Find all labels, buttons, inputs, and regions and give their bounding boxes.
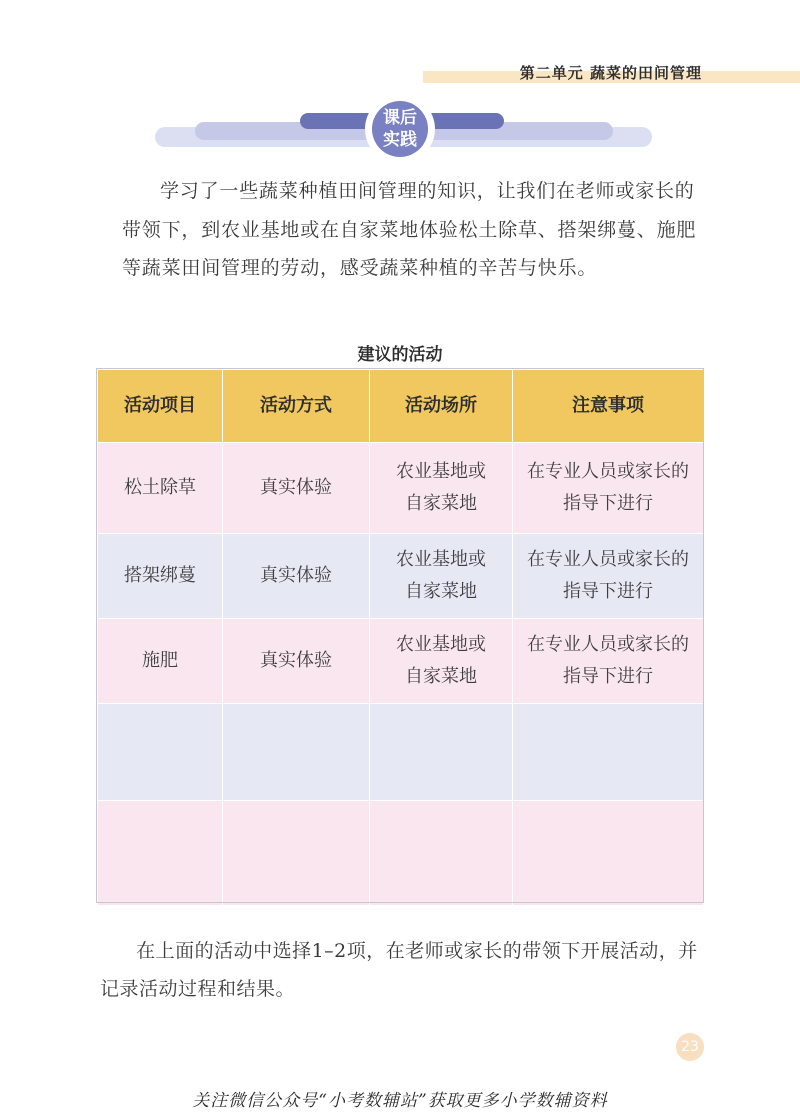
cell-place — [370, 619, 513, 704]
cell-notes-line1: 在专业人员或家长的 — [527, 549, 689, 570]
cell-place-line2: 自家菜地 — [405, 493, 477, 514]
page-number: 23 — [676, 1033, 704, 1061]
cell-place-line2: 自家菜地 — [405, 666, 477, 687]
cell-method — [223, 704, 370, 801]
table-row-empty — [98, 801, 704, 906]
cell-notes-line2: 指导下进行 — [563, 581, 653, 602]
cell-place — [370, 704, 513, 801]
cell-place — [370, 801, 513, 906]
cell-notes — [513, 704, 704, 801]
cell-activity: 搭架绑蔓 — [98, 534, 223, 619]
unit-title: 第二单元 蔬菜的田间管理 — [519, 64, 702, 82]
cell-activity: 施肥 — [98, 619, 223, 704]
table-row — [98, 443, 704, 534]
section-badge — [367, 96, 433, 162]
table-caption: 建议的活动 — [357, 345, 443, 365]
header-place: 活动场所 — [370, 370, 513, 443]
activities-table — [97, 369, 704, 906]
table-header-row — [98, 370, 704, 443]
header-method: 活动方式 — [223, 370, 370, 443]
table-row — [98, 534, 704, 619]
cell-notes-line2: 指导下进行 — [563, 666, 653, 687]
cell-method — [223, 801, 370, 906]
cell-place — [370, 443, 513, 534]
cell-activity: 松土除草 — [98, 443, 223, 534]
cell-place-line1: 农业基地或 — [396, 549, 486, 570]
badge-line-2: 实践 — [383, 130, 417, 150]
intro-paragraph: 学习了一些蔬菜种植田间管理的知识，让我们在老师或家长的带领下，到农业基地或在自家菜地体验松土除草、搭架绑蔓、施肥等蔬菜田间管理的劳动，感受蔬菜种植的辛苦与快乐。 — [122, 180, 697, 279]
cell-notes — [513, 801, 704, 906]
badge-line-1: 课后 — [383, 108, 417, 128]
cell-place-line2: 自家菜地 — [405, 581, 477, 602]
cell-method: 真实体验 — [223, 443, 370, 534]
cell-method: 真实体验 — [223, 619, 370, 704]
cell-notes-line1: 在专业人员或家长的 — [527, 634, 689, 655]
header-activity: 活动项目 — [98, 370, 223, 443]
cell-place-line1: 农业基地或 — [396, 461, 486, 482]
cell-activity — [98, 704, 223, 801]
cell-notes — [513, 619, 704, 704]
outro-paragraph: 在上面的活动中选择1–2项，在老师或家长的带领下开展活动，并记录活动过程和结果。 — [100, 940, 698, 1000]
table-row-empty — [98, 704, 704, 801]
cell-notes-line1: 在专业人员或家长的 — [527, 461, 689, 482]
table-row — [98, 619, 704, 704]
cell-method: 真实体验 — [223, 534, 370, 619]
cell-place-line1: 农业基地或 — [396, 634, 486, 655]
cell-activity — [98, 801, 223, 906]
cell-notes-line2: 指导下进行 — [563, 493, 653, 514]
cell-notes — [513, 534, 704, 619]
cell-place — [370, 534, 513, 619]
header-notes: 注意事项 — [513, 370, 704, 443]
section-badge-label — [372, 101, 428, 157]
cell-notes — [513, 443, 704, 534]
footer-watermark: 关注微信公众号“小考数辅站”获取更多小学数辅资料 — [192, 1091, 608, 1111]
